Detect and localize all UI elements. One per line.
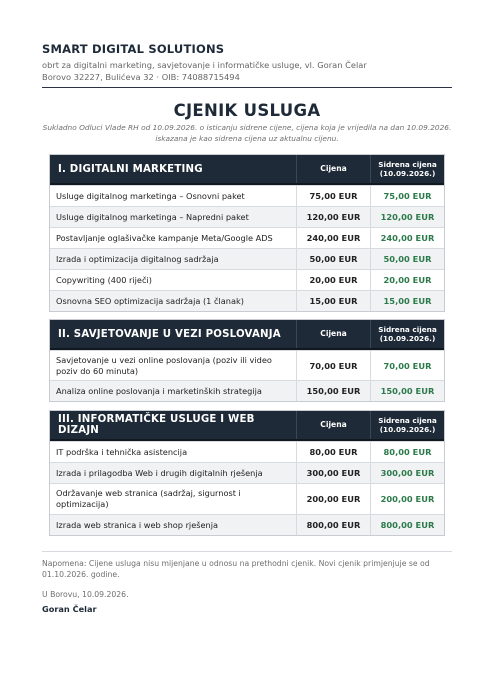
anchor-price: 70,00 EUR bbox=[370, 351, 444, 380]
section-title: I. DIGITALNI MARKETING bbox=[58, 163, 203, 175]
column-anchor-header bbox=[370, 411, 444, 439]
table-row bbox=[50, 206, 444, 227]
table-row bbox=[50, 269, 444, 290]
table-row bbox=[50, 380, 444, 401]
column-price-header: Cijena bbox=[296, 155, 370, 183]
section-header bbox=[50, 155, 444, 185]
service-price: 70,00 EUR bbox=[296, 351, 370, 380]
table-row bbox=[50, 227, 444, 248]
table-row bbox=[50, 462, 444, 483]
service-price: 240,00 EUR bbox=[296, 228, 370, 248]
service-description: Izrada i optimizacija digitalnog sadržaja bbox=[56, 253, 219, 264]
service-price: 800,00 EUR bbox=[296, 515, 370, 535]
anchor-price: 15,00 EUR bbox=[370, 291, 444, 311]
anchor-price: 150,00 EUR bbox=[370, 381, 444, 401]
service-description: Usluge digitalnog marketinga – Napredni paket bbox=[56, 211, 249, 222]
footnote: Napomena: Cijene usluga nisu mijenjane u odnosu na prethodni cjenik. Novi cjenik primjenjuje se od 01.10.2026. godine. bbox=[42, 559, 430, 579]
service-description: Osnovna SEO optimizacija sadržaja (1 članak) bbox=[56, 295, 244, 306]
service-description: Usluge digitalnog marketinga – Osnovni paket bbox=[56, 190, 245, 201]
service-price: 300,00 EUR bbox=[296, 463, 370, 483]
anchor-price: 75,00 EUR bbox=[370, 186, 444, 206]
company-description: obrt za digitalni marketing, savjetovanje i informatičke usluge, vl. Goran Čelar bbox=[42, 60, 367, 70]
table-row bbox=[50, 185, 444, 206]
service-description: IT podrška i tehnička asistencija bbox=[56, 446, 188, 457]
anchor-header-line-1: Sidrena cijena bbox=[378, 325, 437, 334]
section-header bbox=[50, 411, 444, 441]
service-price: 120,00 EUR bbox=[296, 207, 370, 227]
service-description: Izrada web stranica i web shop rješenja bbox=[56, 519, 219, 530]
service-price: 75,00 EUR bbox=[296, 186, 370, 206]
service-description: Copywriting (400 riječi) bbox=[56, 274, 152, 285]
section-business-consulting bbox=[49, 319, 445, 402]
service-price: 20,00 EUR bbox=[296, 270, 370, 290]
anchor-header-line-1: Sidrena cijena bbox=[378, 416, 437, 425]
table-row bbox=[50, 514, 444, 535]
place-date: U Borovu, 10.09.2026. bbox=[42, 590, 129, 599]
column-price-header: Cijena bbox=[296, 320, 370, 348]
anchor-price: 800,00 EUR bbox=[370, 515, 444, 535]
service-price: 150,00 EUR bbox=[296, 381, 370, 401]
signature-name: Goran Čelar bbox=[42, 604, 97, 614]
anchor-price: 20,00 EUR bbox=[370, 270, 444, 290]
anchor-price: 200,00 EUR bbox=[370, 484, 444, 514]
intro-line-2: iskazana je kao sidrena cijena uz aktualnu cijenu. bbox=[155, 133, 339, 143]
service-description: Održavanje web stranica (sadržaj, sigurnost i optimizacija) bbox=[56, 488, 241, 509]
anchor-price: 80,00 EUR bbox=[370, 442, 444, 462]
column-price-header: Cijena bbox=[296, 411, 370, 439]
service-price: 15,00 EUR bbox=[296, 291, 370, 311]
anchor-price: 120,00 EUR bbox=[370, 207, 444, 227]
section-title: II. SAVJETOVANJE U VEZI POSLOVANJA bbox=[58, 328, 281, 340]
anchor-price: 300,00 EUR bbox=[370, 463, 444, 483]
section-header bbox=[50, 320, 444, 350]
anchor-header-line-2: (10.09.2026.) bbox=[379, 169, 436, 178]
company-address: Borovo 32227, Bulićeva 32 · OIB: 74088715494 bbox=[42, 72, 240, 82]
table-row bbox=[50, 248, 444, 269]
service-description: Savjetovanje u vezi online poslovanja (poziv ili video poziv do 60 minuta) bbox=[56, 354, 272, 376]
intro-line-1: Sukladno Odluci Vlade RH od 10.09.2026. o isticanju sidrene cijene, cijena koja je vrijedila na dan 10.09.2026. bbox=[42, 123, 452, 132]
column-anchor-header bbox=[370, 155, 444, 183]
header-divider bbox=[42, 87, 452, 88]
anchor-header-line-2: (10.09.2026.) bbox=[379, 425, 436, 434]
service-price: 80,00 EUR bbox=[296, 442, 370, 462]
section-title: III. INFORMATIČKE USLUGE I WEB DIZAJN bbox=[58, 414, 255, 436]
anchor-header-line-2: (10.09.2026.) bbox=[379, 334, 436, 343]
column-anchor-header bbox=[370, 320, 444, 348]
service-description: Analiza online poslovanja i marketinških strategija bbox=[56, 385, 262, 396]
section-it-web-design bbox=[49, 410, 445, 536]
anchor-header-line-1: Sidrena cijena bbox=[378, 160, 437, 169]
page-title: CJENIK USLUGA bbox=[173, 101, 321, 120]
service-price: 200,00 EUR bbox=[296, 484, 370, 514]
intro-text bbox=[42, 123, 452, 144]
anchor-price: 240,00 EUR bbox=[370, 228, 444, 248]
company-name: SMART DIGITAL SOLUTIONS bbox=[42, 42, 225, 56]
company-header bbox=[42, 42, 452, 83]
anchor-price: 50,00 EUR bbox=[370, 249, 444, 269]
service-price: 50,00 EUR bbox=[296, 249, 370, 269]
footer-divider bbox=[42, 551, 452, 552]
service-description: Postavljanje oglašivačke kampanje Meta/Google ADS bbox=[56, 232, 273, 243]
table-row bbox=[50, 290, 444, 311]
service-description: Izrada i prilagodba Web i drugih digitalnih rješenja bbox=[56, 467, 263, 478]
table-row bbox=[50, 441, 444, 462]
section-digital-marketing bbox=[49, 154, 445, 312]
table-row bbox=[50, 350, 444, 380]
table-row bbox=[50, 483, 444, 514]
